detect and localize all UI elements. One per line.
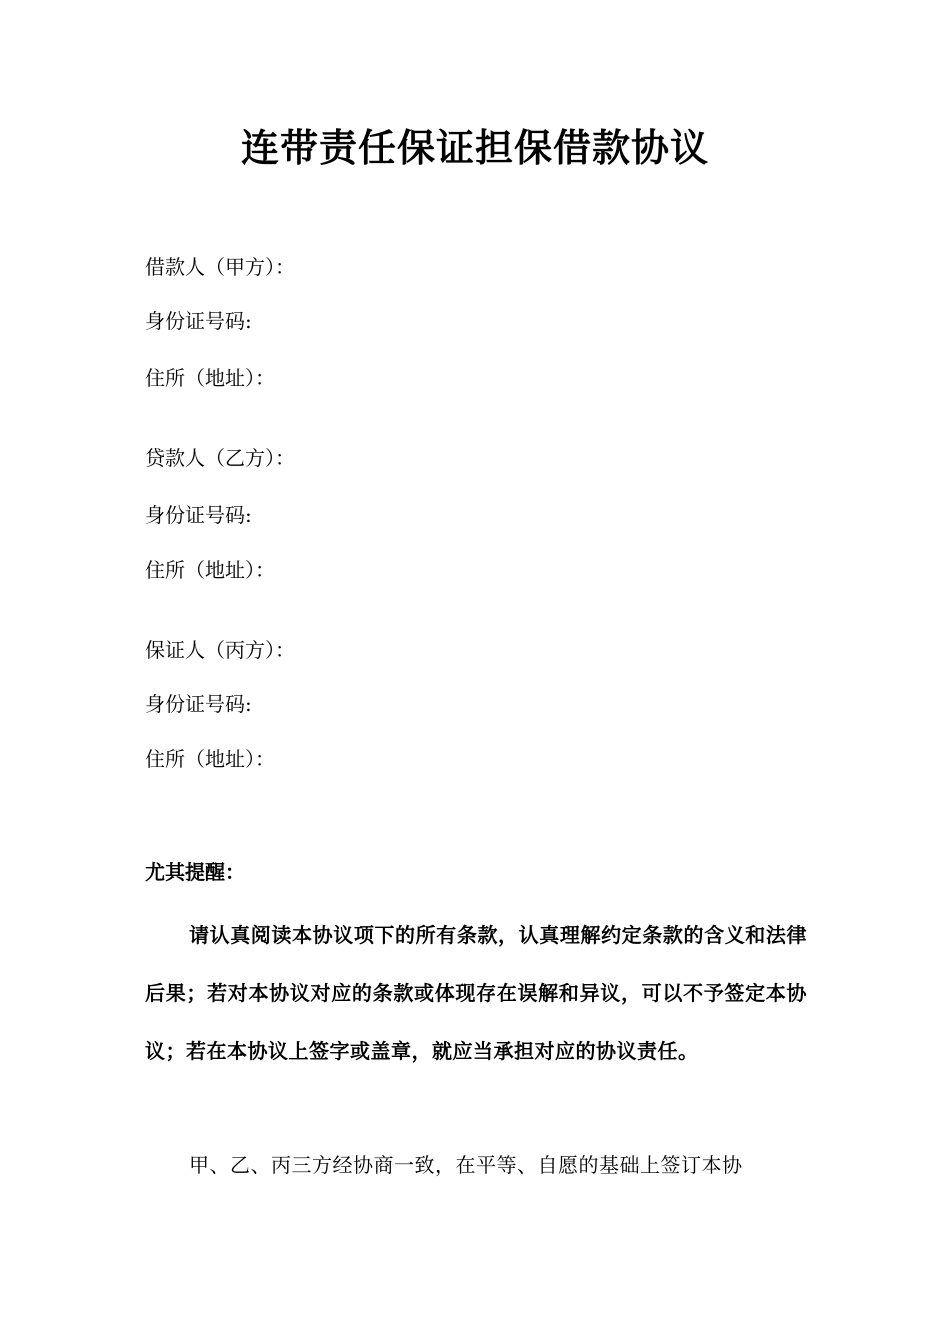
intro-paragraph: 甲、乙、丙三方经协商一致，在平等、自愿的基础上签订本协 — [189, 1153, 743, 1177]
party-c-address-label: 住所（地址）： — [145, 747, 275, 771]
notice-body: 请认真阅读本协议项下的所有条款，认真理解约定条款的含义和法律后果；若对本协议对应的条款或体现存在误解和异议，可以不予签定本协议；若在本协议上签字或盖章，就应当承担对应的协议责任。 — [145, 923, 807, 1063]
party-a-id-label: 身份证号码: — [145, 309, 252, 333]
party-b-name-label: 贷款人（乙方）： — [145, 446, 295, 470]
party-b-address-label: 住所（地址）： — [145, 558, 275, 582]
party-a-name-label: 借款人（甲方）： — [145, 255, 295, 279]
document-title: 连带责任保证担保借款协议 — [240, 125, 709, 170]
party-c-id-label: 身份证号码: — [145, 692, 252, 716]
notice-heading: 尤其提醒： — [145, 860, 245, 884]
party-b-id-label: 身份证号码: — [145, 503, 252, 527]
party-a-address-label: 住所（地址）： — [145, 366, 275, 390]
party-c-name-label: 保证人（丙方）： — [145, 638, 295, 662]
